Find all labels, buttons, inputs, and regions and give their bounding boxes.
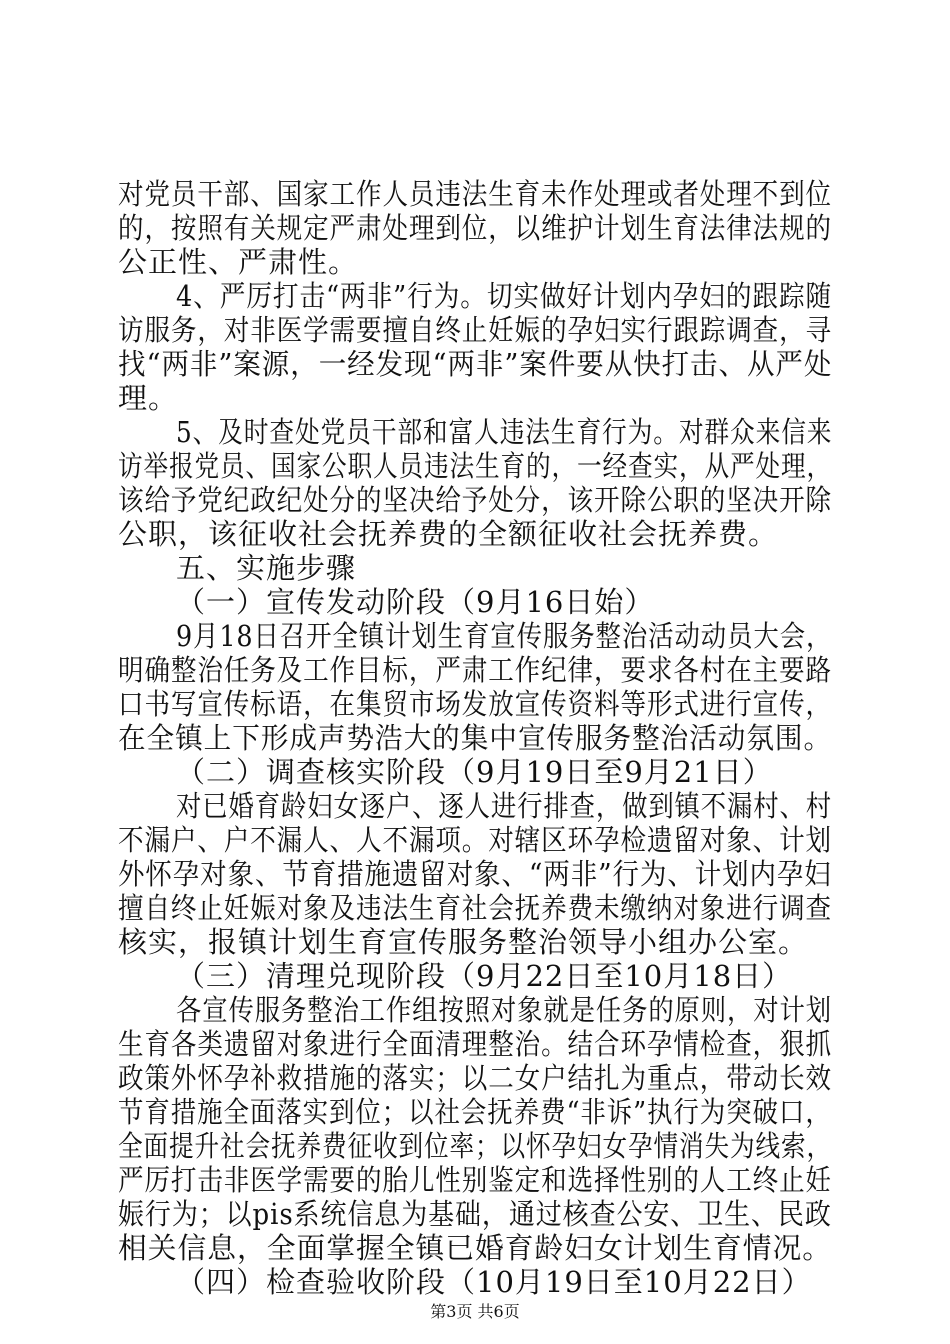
subsection-heading: （二）调查核实阶段（9月19日至9月21日） [176,755,773,789]
text-line: 找“两非”案源，一经发现“两非”案件要从快打击、从严处 [118,347,833,381]
text-line: 口书写宣传标语，在集贸市场发放宣传资料等形式进行宣传， [118,687,833,721]
text-line: 不漏户、户不漏人、人不漏项。对辖区环孕检遗留对象、计划 [118,823,833,857]
text-line: 理。 [118,381,179,415]
text-line: 该给予党纪政纪处分的坚决给予处分，该开除公职的坚决开除 [118,483,833,517]
text-line: 各宣传服务整治工作组按照对象就是任务的原则，对计划 [176,993,833,1027]
subsection-heading: （四）检查验收阶段（10月19日至10月22日） [176,1265,812,1299]
text-line: 在全镇上下形成声势浩大的集中宣传服务整治活动氛围。 [118,721,833,755]
subsection-heading: （三）清理兑现阶段（9月22日至10月18日） [176,959,793,993]
text-line: 公职，该征收社会抚养费的全额征收社会抚养费。 [118,517,779,551]
text-line: 相关信息，全面掌握全镇已婚育龄妇女计划生育情况。 [118,1231,833,1265]
text-line: 访举报党员、国家公职人员违法生育的，一经查实，从严处理， [118,449,833,483]
text-line: 外怀孕对象、节育措施遗留对象、“两非”行为、计划内孕妇 [118,857,832,891]
text-line: 娠行为；以pis系统信息为基础，通过核查公安、卫生、民政 [118,1197,832,1231]
subsection-heading: （一）宣传发动阶段（9月16日始） [176,585,655,619]
text-line: 公正性、严肃性。 [118,245,359,279]
text-line: 节育措施全面落实到位；以社会抚养费“非诉”执行为突破口， [118,1095,832,1129]
text-line: 访服务，对非医学需要擅自终止妊娠的孕妇实行跟踪调查，寻 [118,313,833,347]
text-line: 擅自终止妊娠对象及违法生育社会抚养费未缴纳对象进行调查 [118,891,833,925]
section-heading: 五、实施步骤 [176,551,357,585]
text-line: 对党员干部、国家工作人员违法生育未作处理或者处理不到位 [118,177,833,211]
text-line: 对已婚育龄妇女逐户、逐人进行排查，做到镇不漏村、村 [176,789,833,823]
text-line: 生育各类遗留对象进行全面清理整治。结合环孕情检查，狠抓 [118,1027,833,1061]
text-line: 9月18日召开全镇计划生育宣传服务整治活动动员大会， [176,619,833,653]
text-line: 5、及时查处党员干部和富人违法生育行为。对群众来信来 [176,415,833,449]
page-number-footer: 第3页 共6页 [430,1302,520,1321]
text-line: 政策外怀孕补救措施的落实；以二女户结扎为重点，带动长效 [118,1061,833,1095]
text-line: 核实，报镇计划生育宣传服务整治领导小组办公室。 [118,925,809,959]
text-line: 全面提升社会抚养费征收到位率；以怀孕妇女孕情消失为线索， [118,1129,833,1163]
text-line: 严厉打击非医学需要的胎儿性别鉴定和选择性别的人工终止妊 [118,1163,833,1197]
text-line: 4、严厉打击“两非”行为。切实做好计划内孕妇的跟踪随 [176,279,833,313]
text-line: 明确整治任务及工作目标，严肃工作纪律，要求各村在主要路 [118,653,833,687]
text-line: 的，按照有关规定严肃处理到位，以维护计划生育法律法规的 [118,211,833,245]
